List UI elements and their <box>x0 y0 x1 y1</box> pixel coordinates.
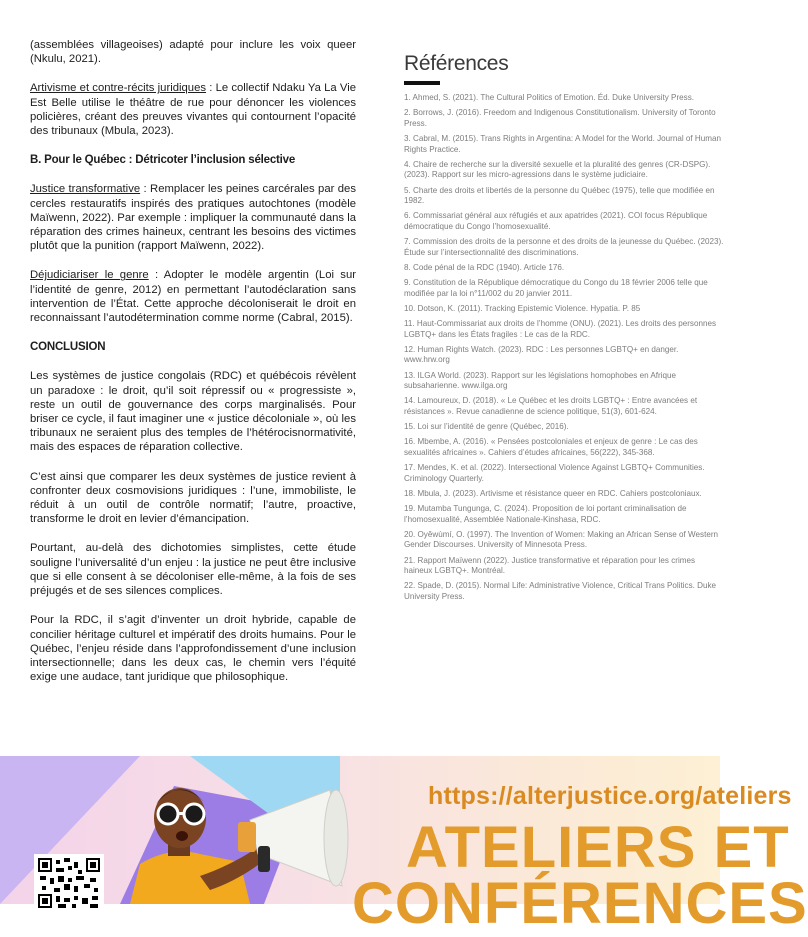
term-justice-transformative: Justice transformative <box>30 183 141 196</box>
reference-item: 9. Constitution de la République démocratique du Congo du 18 février 2006 telle que modifiée par la loi n°11/002 du 20 janvier 2011. <box>404 278 708 298</box>
references-title: Références <box>404 52 509 75</box>
qr-code-icon <box>34 854 104 912</box>
reference-item: 22. Spade, D. (2015). Normal Life: Administrative Violence, Critical Trans Politics. Duke University Press. <box>404 581 717 602</box>
title-underline <box>404 81 440 85</box>
reference-item: 12. Human Rights Watch. (2023). RDC : Les personnes LGBTQ+ en danger. www.hrw.org <box>404 344 679 365</box>
banner-headline-line2: CONFÉRENCES <box>352 871 808 936</box>
reference-item: 16. Mbembe, A. (2016). « Pensées postcoloniales et enjeux de genre : Le cas des sexualités africaines ». Cahiers d’études africaines, 56(222), 345-368. <box>404 437 698 457</box>
paragraph-text: : Le collectif Ndaku Ya La Vie Est Belle utilise le théâtre de rue pour dénoncer les violences policières, créant des preuves vivantes qui contournent l’opacité des tribunaux (Mbula, 2023). <box>30 82 356 138</box>
paragraph <box>30 81 356 138</box>
reference-item: 20. Oyěwùmí, O. (1997). The Invention of Women: Making an African Sense of Western Gender Discourses. University of Minnesota Press. <box>404 529 719 550</box>
reference-item: 10. Dotson, K. (2011). Tracking Epistemic Violence. Hypatia. P. 85 <box>404 303 641 313</box>
paragraph-text: : Adopter le modèle argentin (Loi sur l’identité de genre, 2012) en permettant l’autodéclaration sans intervention de l’État. Cette approche décoloniserait le droit en reconnaissant l’autodétermination comme norme (Cabral, 2015). <box>30 269 356 325</box>
reference-item: 1. Ahmed, S. (2021). The Cultural Politics of Emotion. Éd. Duke University Press. <box>404 93 694 102</box>
reference-item: 19. Mutamba Tungunga, C. (2024). Proposition de loi portant criminalisation de l’homosexualité, Assemblée Nationale-Kinshasa, RDC. <box>404 504 687 524</box>
conclusion-paragraph: Pour la RDC, il s’agit d’inventer un droit hybride, capable de concilier héritage culturel et impératif des droits humains. Pour le Québec, l’enjeu réside dans l’approfondissement d’une inclusion intersectionnelle; dans les deux cas, le chemin vers l’équité exige une audace, tant juridique que philosophique. <box>30 614 356 684</box>
reference-item: 11. Haut-Commissariat aux droits de l’homme (ONU). (2021). Les droits des personnes LGBTQ+ dans les États fragiles : Le cas de la RDC. <box>404 319 717 339</box>
reference-item: 4. Chaire de recherche sur la diversité sexuelle et la pluralité des genres (CR-DSPG). (2023). Rapport sur les micro-agressions dans le système judiciaire. <box>404 159 711 180</box>
article-body <box>30 38 356 699</box>
conclusion-paragraph: Pourtant, au-delà des dichotomies simplistes, cette étude souligne l’universalité d’un enjeu : la justice ne peut être inclusive que si elle consent à se décoloniser elle-même, à la fois de ses préjugés et de ses silences complices. <box>30 542 356 598</box>
paragraph: (assemblées villageoises) adapté pour inclure les voix queer (Nkulu, 2021). <box>30 39 356 66</box>
paragraph <box>30 182 356 253</box>
reference-item: 14. Lamoureux, D. (2018). « Le Québec et les droits LGBTQ+ : Entre avancées et résistances ». Revue canadienne de science politique, 51(3), 601-624. <box>404 396 698 416</box>
conclusion-paragraph: C’est ainsi que comparer les deux systèmes de justice revient à confronter deux cosmovisions juridiques : l’une, immobiliste, le réduit à un outil de contrôle normatif; l’autre, proactive, transforme le droit en levier d’émancipation. <box>30 470 356 526</box>
reference-item: 8. Code pénal de la RDC (1940). Article 176. <box>404 262 565 272</box>
website-link[interactable]: https://alterjustice.org/ateliers <box>428 782 792 810</box>
promo-banner <box>0 756 808 936</box>
conclusion-heading: CONCLUSION <box>30 341 106 354</box>
section-heading-quebec: B. Pour le Québec : Détricoter l’inclusion sélective <box>30 154 296 167</box>
person-with-megaphone-icon <box>130 776 370 904</box>
reference-item: 17. Mendes, K. et al. (2022). Intersectional Violence Against LGBTQ+ Communities. Criminology Quarterly. <box>404 463 705 483</box>
paragraph-text: : Remplacer les peines carcérales par des cercles restauratifs inspirés des pratiques autochtones (modèle Maïwenn, 2022). Par exemple : impliquer la communauté dans la réparation des crimes haineux, centrant les besoins des victimes plutôt que la punition (rapport Maïwenn, 2022). <box>30 183 356 253</box>
conclusion-paragraph: Les systèmes de justice congolais (RDC) et québécois révèlent un paradoxe : le droit, qu’il soit répressif ou « progressiste », reste un outil de gouvernance des corps marginalisés. Pour briser ce cycle, il faut imaginer une « justice décoloniale », où les tribunaux ne seraient plus des temples de l’hétérocisnormativité, mais des espaces de réparation collective. <box>30 370 356 454</box>
reference-item: 3. Cabral, M. (2015). Trans Rights in Argentina: A Model for the World. Journal of Human Rights Practice. <box>404 133 722 154</box>
banner-headline-line1: ATELIERS ET <box>406 815 790 880</box>
reference-item: 7. Commission des droits de la personne et des droits de la jeunesse du Québec. (2023). Étude sur l’intersectionnalité des discriminations. <box>404 237 724 257</box>
term-dejudiciariser: Déjudiciariser le genre <box>30 269 149 282</box>
references-section <box>404 52 724 607</box>
reference-item: 6. Commissariat général aux réfugiés et aux apatrides (2021). COI focus République démocratique du Congo l’homosexualité. <box>404 211 708 231</box>
reference-item: 15. Loi sur l’identité de genre (Québec, 2016). <box>404 422 569 432</box>
reference-item: 18. Mbula, J. (2023). Artivisme et résistance queer en RDC. Cahiers postcoloniaux. <box>404 488 702 498</box>
reference-item: 21. Rapport Maïwenn (2022). Justice transformative et réparation pour les crimes haineux LGBTQ+. Montréal. <box>404 555 696 576</box>
reference-item: 5. Charte des droits et libertés de la personne du Québec (1975), telle que modifiée en 1982. <box>404 185 715 206</box>
reference-item: 2. Borrows, J. (2016). Freedom and Indigenous Constitutionalism. University of Toronto Press. <box>404 108 716 128</box>
term-artivisme: Artivisme et contre-récits juridiques <box>30 82 207 95</box>
reference-item: 13. ILGA World. (2023). Rapport sur les législations homophobes en Afrique subsaharienne. www.ilga.org <box>404 370 677 391</box>
paragraph <box>30 268 356 325</box>
references-list <box>404 93 724 603</box>
